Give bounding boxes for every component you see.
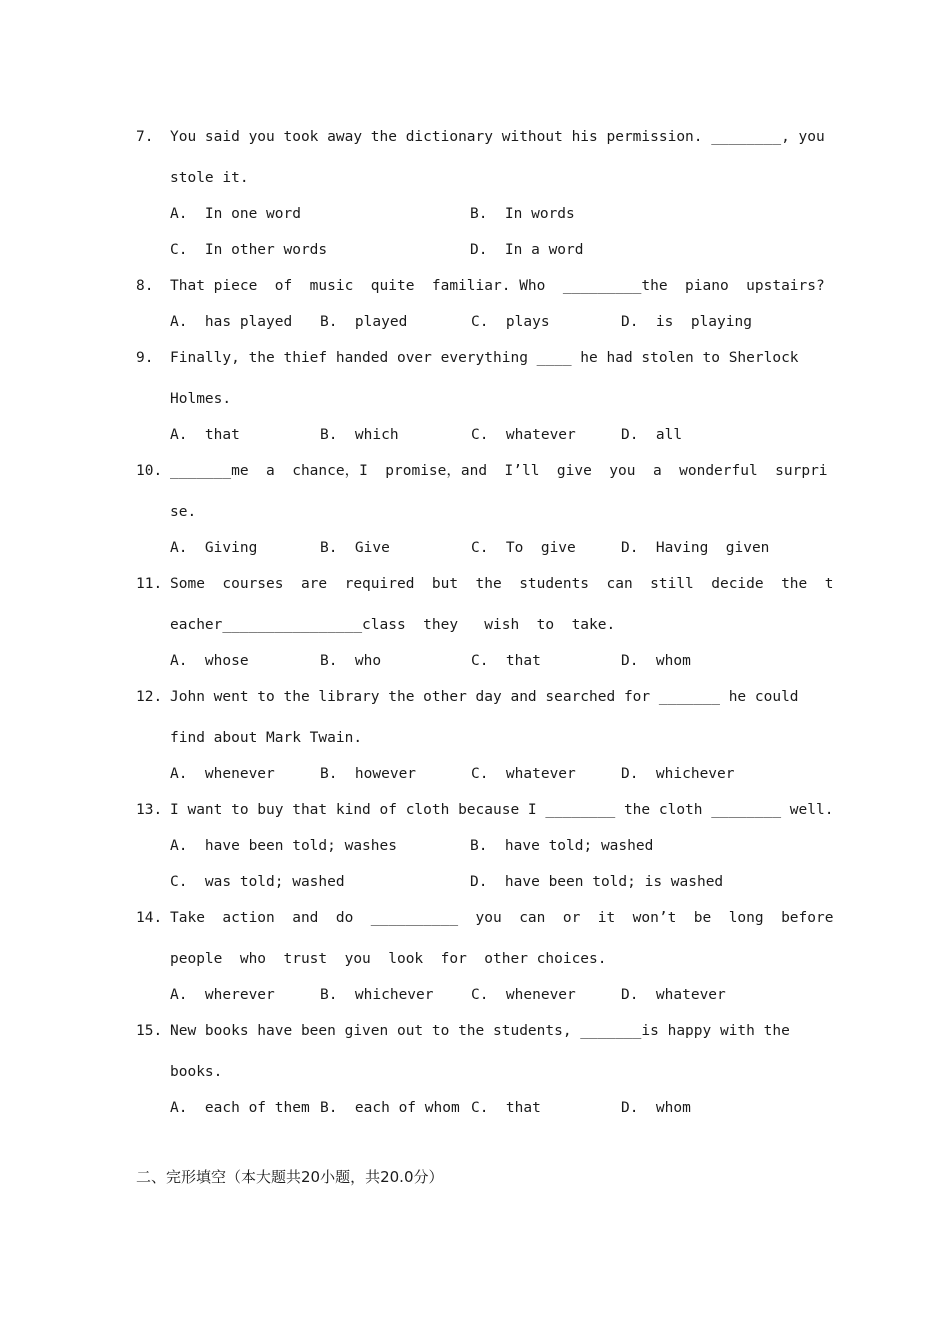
option-c: C. that [471,1100,541,1116]
question-text: Take action and do __________ you can or it won’t be long before [170,910,834,926]
question-number: 7. [136,129,154,145]
question-text: people who trust you look for other choices. [170,951,607,967]
option-d: D. whichever [621,766,735,782]
option-a: A. Giving [170,540,258,556]
option-b: B. have told; washed [470,838,654,854]
question-number: 8. [136,278,154,294]
option-d: D. is playing [621,314,752,330]
option-d: D. In a word [470,242,584,258]
option-a: A. whenever [170,766,275,782]
option-b: B. played [320,314,408,330]
option-a: A. wherever [170,987,275,1003]
question-number: 10. [136,463,163,479]
question-text: stole it. [170,170,249,186]
question-number: 15. [136,1023,163,1039]
option-b: B. which [320,427,399,443]
option-d: D. Having given [621,540,770,556]
option-c: C. To give [471,540,576,556]
option-c: C. whenever [471,987,576,1003]
option-d: D. whom [621,653,691,669]
question-text: John went to the library the other day and searched for _______ he could [170,689,799,705]
option-c: C. whatever [471,766,576,782]
question-number: 13. [136,802,163,818]
option-b: B. Give [320,540,390,556]
option-b: B. however [320,766,417,782]
question-text: That piece of music quite familiar. Who _________the piano upstairs? [170,278,825,294]
question-text: Holmes. [170,391,232,407]
question-number: 11. [136,576,163,592]
option-a: A. has played [170,314,293,330]
option-b: B. In words [470,206,575,222]
question-text: You said you took away the dictionary without his permission. ________, you [170,129,825,145]
question-text: I want to buy that kind of cloth because I ________ the cloth ________ well. [170,802,834,818]
option-b: B. each of whom [320,1100,460,1116]
option-d: D. whom [621,1100,691,1116]
question-text: Finally, the thief handed over everything ____ he had stolen to Sherlock [170,350,799,366]
option-a: A. In one word [170,206,301,222]
section-heading: 二、完形填空（本大题共20小题，共20.0分） [136,1168,444,1186]
option-a: A. that [170,427,240,443]
option-d: D. whatever [621,987,726,1003]
question-text: New books have been given out to the students, _______is happy with the [170,1023,790,1039]
question-text: se. [170,504,197,520]
question-text: Some courses are required but the students can still decide the t [170,576,834,592]
question-text: eacher________________class they wish to take. [170,617,616,633]
option-d: D. all [621,427,683,443]
option-c: C. whatever [471,427,576,443]
question-number: 14. [136,910,163,926]
question-text: find about Mark Twain. [170,730,363,746]
question-number: 9. [136,350,154,366]
question-text: _______me a chance，I promise，and I’ll give you a wonderful surpri [170,463,828,479]
option-a: A. have been told; washes [170,838,397,854]
question-number: 12. [136,689,163,705]
option-b: B. who [320,653,382,669]
option-a: A. whose [170,653,249,669]
option-a: A. each of them [170,1100,310,1116]
option-d: D. have been told; is washed [470,874,724,890]
option-b: B. whichever [320,987,434,1003]
option-c: C. was told; washed [170,874,345,890]
option-c: C. plays [471,314,550,330]
question-text: books. [170,1064,223,1080]
option-c: C. that [471,653,541,669]
option-c: C. In other words [170,242,328,258]
